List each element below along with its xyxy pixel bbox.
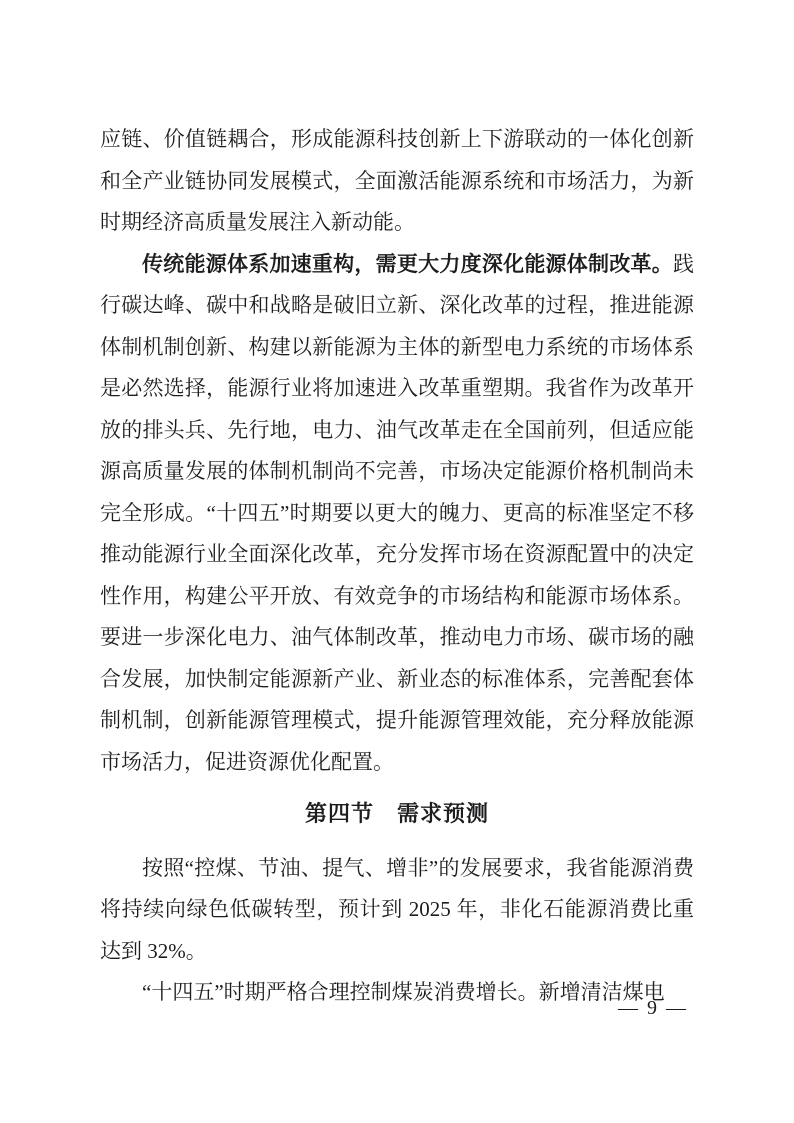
paragraph-reform-body: 践行碳达峰、碳中和战略是破旧立新、深化改革的过程，推进能源体制机制创新、构建以新能源为主体的新型电力系统的市场体系是必然选择，能源行业将加速进入改革重塑期。我省作为改革开放的排头兵、先行地，电力、油气改革走在全国前列，但适应能源高质量发展的体制机制尚不完善，市场决定能源价格机制尚未完全形成。“十四五”时期要以更大的魄力、更高的标准坚定不移推动能源行业全面深化改革，充分发挥市场在资源配置中的决定性作用，构建公平开放、有效竞争的市场结构和能源市场体系。要进一步深化电力、油气体制改革，推动电力市场、碳市场的融合发展，加快制定能源新产业、新业态的标准体系，完善配套体制机制，创新能源管理模式，提升能源管理效能，充分释放能源市场活力，促进资源优化配置。 bbox=[100, 251, 694, 774]
paragraph-demand-forecast: 按照“控煤、节油、提气、增非”的发展要求，我省能源消费将持续向绿色低碳转型，预计到 2025 年，非化石能源消费比重达到 32%。 bbox=[100, 855, 694, 963]
paragraph-energy-system-reform bbox=[100, 244, 694, 784]
page-content bbox=[100, 119, 694, 1014]
page-number: — 9 — bbox=[618, 997, 688, 1019]
section-heading-demand-forecast: 第四节 需求预测 bbox=[304, 801, 489, 826]
paragraph-innovation-continuation: 应链、价值链耦合，形成能源科技创新上下游联动的一体化创新和全产业链协同发展模式，全面激活能源系统和市场活力，为新时期经济高质量发展注入新动能。 bbox=[100, 127, 694, 234]
paragraph-bold-lead: 传统能源体系加速重构，需更大力度深化能源体制改革。 bbox=[142, 251, 673, 276]
paragraph-coal-control: “十四五”时期严格合理控制煤炭消费增长。新增清洁煤电 bbox=[142, 980, 665, 1004]
